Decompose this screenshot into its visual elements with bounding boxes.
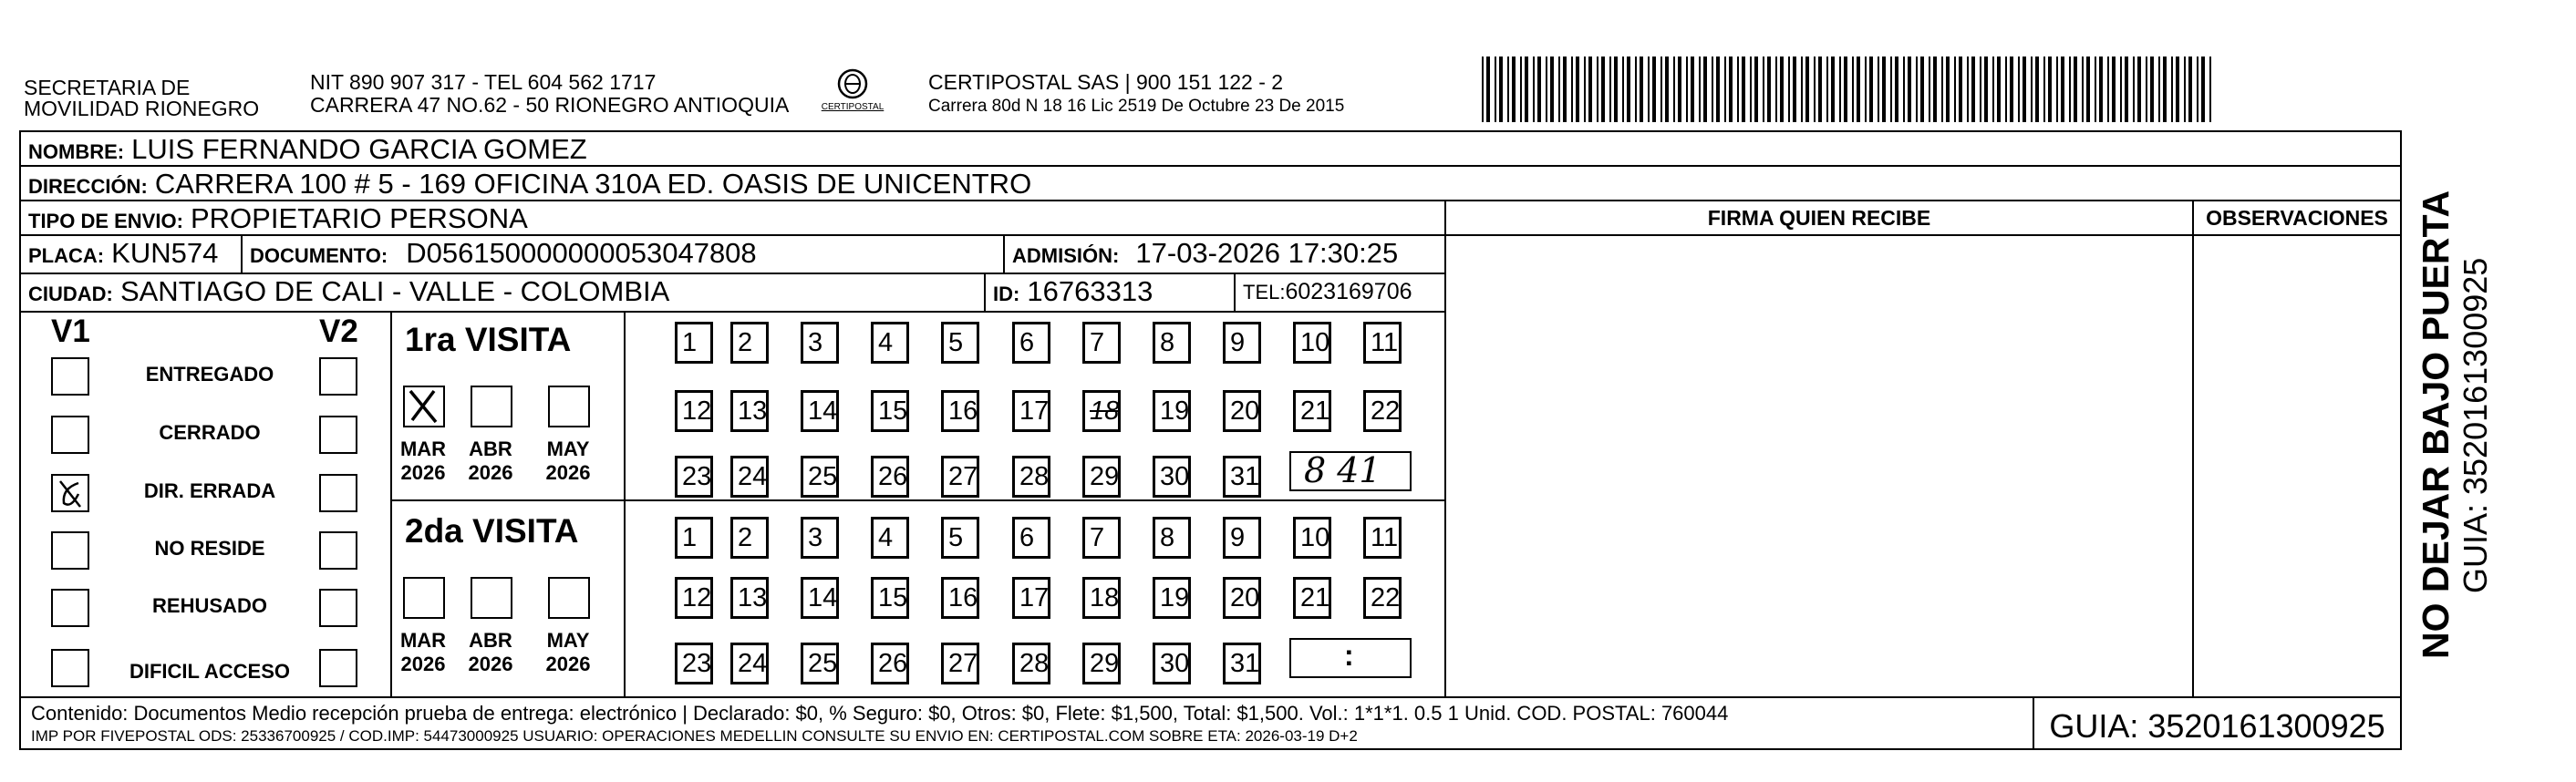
barcode-bar bbox=[2074, 57, 2077, 122]
barcode-bar bbox=[1844, 57, 1847, 122]
first-visit-day-27[interactable]: 27 bbox=[941, 456, 979, 498]
tipo-row bbox=[19, 200, 1446, 236]
barcode-bar bbox=[1699, 57, 1701, 122]
barcode-bar bbox=[1908, 57, 1911, 122]
barcode-bar bbox=[2176, 57, 2179, 122]
handwritten-mark-icon bbox=[53, 476, 88, 510]
first-visit-day-24[interactable]: 24 bbox=[730, 456, 769, 498]
barcode-bar bbox=[1780, 57, 1784, 122]
barcode-bar bbox=[1857, 57, 1860, 122]
barcode-bar bbox=[1691, 57, 1694, 122]
x-mark-icon bbox=[405, 387, 443, 426]
admision-label: ADMISIÓN: bbox=[1012, 244, 1120, 267]
barcode-bar bbox=[1640, 57, 1643, 122]
nit-line1: NIT 890 907 317 - TEL 604 562 1717 bbox=[310, 70, 657, 94]
second-visit-day-27[interactable]: 27 bbox=[941, 643, 979, 684]
first-visit-checkbox-abr[interactable] bbox=[471, 386, 512, 427]
visits-vdivider bbox=[624, 311, 626, 698]
second-visit-day-26[interactable]: 26 bbox=[871, 643, 909, 684]
second-visit-day-29[interactable]: 29 bbox=[1082, 643, 1121, 684]
first-visit-day-13[interactable]: 13 bbox=[730, 390, 769, 432]
first-visit-day-9[interactable]: 9 bbox=[1223, 322, 1261, 364]
first-visit-year-may: 2026 bbox=[545, 461, 591, 484]
barcode-bar bbox=[1712, 57, 1713, 122]
visits-divider bbox=[390, 499, 1446, 501]
certipostal-logo bbox=[812, 66, 894, 117]
barcode-bar bbox=[2158, 57, 2160, 122]
second-visit-day-12[interactable]: 12 bbox=[675, 577, 713, 619]
barcode-bar bbox=[1525, 57, 1528, 122]
barcode-bar bbox=[1678, 57, 1681, 122]
nombre-label: NOMBRE: bbox=[28, 140, 125, 163]
barcode-bar bbox=[2112, 57, 2116, 122]
barcode-bar bbox=[1831, 57, 1835, 122]
logo-text: CERTIPOSTAL bbox=[821, 102, 885, 112]
barcode-bar bbox=[2069, 57, 2071, 122]
barcode-bar bbox=[1980, 57, 1981, 122]
first-visit-day-4[interactable]: 4 bbox=[871, 322, 909, 364]
v1-checkbox-dir-errada[interactable] bbox=[51, 474, 89, 512]
id-value: 16763313 bbox=[1027, 275, 1154, 307]
firma-box bbox=[1444, 200, 2194, 698]
first-visit-day-5[interactable]: 5 bbox=[941, 322, 979, 364]
tel-label: TEL: bbox=[1243, 281, 1286, 304]
barcode-bar bbox=[2048, 57, 2052, 122]
barcode-bar bbox=[1550, 57, 1554, 122]
v1-checkbox-entregado[interactable] bbox=[51, 357, 89, 396]
status-label-dir-errada: DIR. ERRADA bbox=[143, 479, 276, 502]
first-visit-month-mar: MAR bbox=[399, 437, 447, 460]
barcode-bar bbox=[2197, 57, 2198, 122]
barcode-bar bbox=[1537, 57, 1541, 122]
second-visit-day-10[interactable]: 10 bbox=[1293, 517, 1331, 559]
tipo-value: PROPIETARIO PERSONA bbox=[190, 202, 528, 234]
second-visit-label: 2da VISITA bbox=[405, 512, 579, 550]
barcode-bar bbox=[1635, 57, 1637, 122]
first-visit-time: 8 41 bbox=[1304, 450, 1381, 490]
second-visit-year-may: 2026 bbox=[545, 653, 591, 675]
v2-checkbox-cerrado[interactable] bbox=[319, 416, 357, 454]
second-visit-time: : bbox=[1344, 639, 1354, 672]
first-visit-day-26[interactable]: 26 bbox=[871, 456, 909, 498]
first-visit-day-17[interactable]: 17 bbox=[1012, 390, 1050, 432]
first-visit-day-8[interactable]: 8 bbox=[1153, 322, 1191, 364]
first-visit-day-3[interactable]: 3 bbox=[801, 322, 839, 364]
barcode-bar bbox=[2146, 57, 2147, 122]
org-line2: MOVILIDAD RIONEGRO bbox=[24, 97, 260, 120]
barcode-bar bbox=[1601, 57, 1605, 122]
barcode-bar bbox=[2082, 57, 2084, 122]
second-visit-day-17[interactable]: 17 bbox=[1012, 577, 1050, 619]
second-visit-day-18[interactable]: 18 bbox=[1082, 577, 1121, 619]
barcode-bar bbox=[1788, 57, 1790, 122]
first-visit-year-mar: 2026 bbox=[400, 461, 446, 484]
v2-checkbox-entregado[interactable] bbox=[319, 357, 357, 396]
direccion-label: DIRECCIÓN: bbox=[28, 175, 148, 198]
ciudad-value: SANTIAGO DE CALI - VALLE - COLOMBIA bbox=[119, 275, 670, 307]
second-visit-month-abr: ABR bbox=[469, 629, 512, 652]
second-visit-checkbox-may[interactable] bbox=[548, 577, 590, 619]
v2-checkbox-rehusado[interactable] bbox=[319, 589, 357, 627]
barcode-bar bbox=[1499, 57, 1503, 122]
first-visit-day-20[interactable]: 20 bbox=[1223, 390, 1261, 432]
first-visit-day-23[interactable]: 23 bbox=[675, 456, 713, 498]
barcode-bar bbox=[1767, 57, 1771, 122]
courier-line1: CERTIPOSTAL SAS | 900 151 122 - 2 bbox=[928, 70, 1284, 94]
second-visit-day-22[interactable]: 22 bbox=[1363, 577, 1402, 619]
footer-line1: Contenido: Documentos Medio recepción prueba de entrega: electrónico | Declarado: $0, % Seguro: $0, Otros: $0, Flete: $1,500, Total: $1,500. Vol.: 1*1*1. 0.5 1 Unid. COD. POSTAL: 760044 bbox=[31, 702, 1729, 725]
barcode-bar bbox=[2010, 57, 2013, 122]
barcode-bar bbox=[1997, 57, 2001, 122]
second-visit-day-13[interactable]: 13 bbox=[730, 577, 769, 619]
firma-label: FIRMA QUIEN RECIBE bbox=[1707, 206, 1931, 230]
first-visit-day-12[interactable]: 12 bbox=[675, 390, 713, 432]
first-visit-day-11[interactable]: 11 bbox=[1363, 322, 1402, 364]
barcode-bar bbox=[1716, 57, 1720, 122]
second-visit-day-25[interactable]: 25 bbox=[801, 643, 839, 684]
first-visit-day-18[interactable]: 18 bbox=[1082, 390, 1121, 432]
footer-line2: IMP POR FIVEPOSTAL ODS: 25336700925 / COD.IMP: 54473000925 USUARIO: OPERACIONES MEDELLIN CONSULTE SU ENVIO EN: CERTIPOSTAL.COM SOBRE ETA: 2026-03-19 D+2 bbox=[31, 727, 1358, 745]
documento-value: D056150000000053047808 bbox=[406, 237, 757, 269]
observaciones-box bbox=[2192, 200, 2402, 698]
second-visit-day-24[interactable]: 24 bbox=[730, 643, 769, 684]
second-visit-day-11[interactable]: 11 bbox=[1363, 517, 1402, 559]
barcode-bar bbox=[1520, 57, 1522, 122]
first-visit-month-abr: ABR bbox=[469, 437, 512, 460]
second-visit-day-15[interactable]: 15 bbox=[871, 577, 909, 619]
first-visit-checkbox-mar[interactable] bbox=[403, 386, 445, 427]
barcode-bar bbox=[1533, 57, 1535, 122]
side-warning: NO DEJAR BAJO PUERTA bbox=[2415, 190, 2457, 659]
barcode-bar bbox=[1486, 57, 1490, 122]
second-visit-day-1[interactable]: 1 bbox=[675, 517, 713, 559]
barcode-bar bbox=[1852, 57, 1854, 122]
first-visit-day-15[interactable]: 15 bbox=[871, 390, 909, 432]
status-label-no-reside: NO RESIDE bbox=[154, 537, 265, 560]
second-visit-day-21[interactable]: 21 bbox=[1293, 577, 1331, 619]
barcode-bar bbox=[2137, 57, 2141, 122]
nombre-row bbox=[19, 130, 2402, 167]
direccion-row bbox=[19, 165, 2402, 201]
barcode-bar bbox=[2095, 57, 2096, 122]
status-label-cerrado: CERRADO bbox=[159, 421, 261, 444]
barcode-bar bbox=[1967, 57, 1969, 122]
nombre-value: LUIS FERNANDO GARCIA GOMEZ bbox=[131, 133, 587, 165]
courier-line2: Carrera 80d N 18 16 Lic 2519 De Octubre 23 De 2015 bbox=[928, 97, 1345, 116]
v2-checkbox-dir-errada[interactable] bbox=[319, 474, 357, 512]
second-visit-month-mar: MAR bbox=[399, 629, 447, 652]
barcode-bar bbox=[1482, 57, 1484, 122]
barcode-bar bbox=[1703, 57, 1707, 122]
status-label-dificil-acceso: DIFICIL ACCESO bbox=[129, 660, 290, 683]
second-visit-day-8[interactable]: 8 bbox=[1153, 517, 1191, 559]
org-line1: SECRETARIA DE bbox=[24, 76, 191, 99]
barcode-bar bbox=[1750, 57, 1752, 122]
barcode-bar bbox=[1903, 57, 1905, 122]
second-visit-day-16[interactable]: 16 bbox=[941, 577, 979, 619]
barcode-bar bbox=[1558, 57, 1560, 122]
header-divider bbox=[1444, 234, 2402, 236]
second-visit-day-31[interactable]: 31 bbox=[1223, 643, 1261, 684]
status-label-entregado: ENTREGADO bbox=[145, 363, 274, 386]
barcode-bar bbox=[1597, 57, 1598, 122]
barcode-bar bbox=[1805, 57, 1809, 122]
v2-checkbox-no-reside[interactable] bbox=[319, 531, 357, 570]
barcode-bar bbox=[1839, 57, 1841, 122]
observaciones-label: OBSERVACIONES bbox=[2206, 206, 2388, 230]
barcode-bar bbox=[1946, 57, 1950, 122]
barcode-bar bbox=[1673, 57, 1675, 122]
barcode-bar bbox=[2133, 57, 2135, 122]
barcode-bar bbox=[1801, 57, 1803, 122]
admision-cell bbox=[1003, 234, 1446, 274]
second-visit-day-28[interactable]: 28 bbox=[1012, 643, 1050, 684]
nit-line2: CARRERA 47 NO.62 - 50 RIONEGRO ANTIOQUIA bbox=[310, 93, 790, 117]
barcode-bar bbox=[1652, 57, 1656, 122]
first-visit-day-22[interactable]: 22 bbox=[1363, 390, 1402, 432]
second-visit-month-may: MAY bbox=[546, 629, 590, 652]
barcode bbox=[1482, 57, 2216, 122]
barcode-bar bbox=[1916, 57, 1918, 122]
barcode-bar bbox=[2056, 57, 2058, 122]
barcode-bar bbox=[1775, 57, 1777, 122]
first-visit-day-1[interactable]: 1 bbox=[675, 322, 713, 364]
documento-label: DOCUMENTO: bbox=[250, 244, 388, 267]
barcode-bar bbox=[1614, 57, 1618, 122]
barcode-bar bbox=[2023, 57, 2026, 122]
first-visit-day-30[interactable]: 30 bbox=[1153, 456, 1191, 498]
first-visit-day-31[interactable]: 31 bbox=[1223, 456, 1261, 498]
first-visit-day-16[interactable]: 16 bbox=[941, 390, 979, 432]
v1-checkbox-dificil-acceso[interactable] bbox=[51, 649, 89, 687]
barcode-bar bbox=[2005, 57, 2007, 122]
barcode-bar bbox=[1878, 57, 1879, 122]
v2-header: V2 bbox=[319, 314, 358, 349]
barcode-bar bbox=[2171, 57, 2173, 122]
second-visit-day-6[interactable]: 6 bbox=[1012, 517, 1050, 559]
barcode-bar bbox=[1826, 57, 1828, 122]
barcode-bar bbox=[1971, 57, 1975, 122]
barcode-bar bbox=[1622, 57, 1624, 122]
barcode-bar bbox=[1563, 57, 1567, 122]
v2-checkbox-dificil-acceso[interactable] bbox=[319, 649, 357, 687]
second-visit-day-14[interactable]: 14 bbox=[801, 577, 839, 619]
barcode-bar bbox=[2086, 57, 2090, 122]
barcode-bar bbox=[2163, 57, 2167, 122]
barcode-bar bbox=[1507, 57, 1509, 122]
second-visit-day-7[interactable]: 7 bbox=[1082, 517, 1121, 559]
second-visit-day-3[interactable]: 3 bbox=[801, 517, 839, 559]
barcode-bar bbox=[1609, 57, 1611, 122]
barcode-bar bbox=[1660, 57, 1662, 122]
ciudad-cell bbox=[19, 273, 986, 313]
first-visit-day-2[interactable]: 2 bbox=[730, 322, 769, 364]
barcode-bar bbox=[1818, 57, 1822, 122]
barcode-bar bbox=[1929, 57, 1930, 122]
placa-label: PLACA: bbox=[28, 244, 105, 267]
tipo-label: TIPO DE ENVIO: bbox=[28, 210, 183, 232]
first-visit-checkbox-may[interactable] bbox=[548, 386, 590, 427]
barcode-bar bbox=[1882, 57, 1886, 122]
second-visit-day-20[interactable]: 20 bbox=[1223, 577, 1261, 619]
first-visit-month-may: MAY bbox=[546, 437, 590, 460]
first-visit-day-10[interactable]: 10 bbox=[1293, 322, 1331, 364]
first-visit-day-29[interactable]: 29 bbox=[1082, 456, 1121, 498]
second-visit-year-abr: 2026 bbox=[468, 653, 513, 675]
second-visit-day-30[interactable]: 30 bbox=[1153, 643, 1191, 684]
barcode-bar bbox=[2031, 57, 2033, 122]
placa-value: KUN574 bbox=[111, 237, 219, 269]
first-visit-day-21[interactable]: 21 bbox=[1293, 390, 1331, 432]
barcode-bar bbox=[1729, 57, 1733, 122]
barcode-bar bbox=[1793, 57, 1796, 122]
barcode-bar bbox=[2209, 57, 2211, 122]
barcode-bar bbox=[1763, 57, 1764, 122]
barcode-bar bbox=[2099, 57, 2103, 122]
second-visit-day-9[interactable]: 9 bbox=[1223, 517, 1261, 559]
second-visit-day-2[interactable]: 2 bbox=[730, 517, 769, 559]
v1-header: V1 bbox=[51, 314, 90, 349]
second-visit-day-4[interactable]: 4 bbox=[871, 517, 909, 559]
barcode-bar bbox=[1588, 57, 1592, 122]
direccion-value: CARRERA 100 # 5 - 169 OFICINA 310A ED. OASIS DE UNICENTRO bbox=[154, 168, 1032, 200]
second-visit-checkbox-abr[interactable] bbox=[471, 577, 512, 619]
barcode-bar bbox=[1992, 57, 1994, 122]
first-visit-day-25[interactable]: 25 bbox=[801, 456, 839, 498]
barcode-bar bbox=[2184, 57, 2186, 122]
first-visit-label: 1ra VISITA bbox=[405, 321, 572, 358]
barcode-bar bbox=[1742, 57, 1745, 122]
barcode-bar bbox=[1495, 57, 1496, 122]
barcode-bar bbox=[2201, 57, 2205, 122]
first-visit-year-abr: 2026 bbox=[468, 461, 513, 484]
barcode-bar bbox=[2120, 57, 2122, 122]
barcode-bar bbox=[1959, 57, 1962, 122]
second-visit-day-23[interactable]: 23 bbox=[675, 643, 713, 684]
barcode-bar bbox=[1724, 57, 1726, 122]
side-guia: GUIA: 3520161300925 bbox=[2457, 257, 2494, 593]
first-visit-day-7[interactable]: 7 bbox=[1082, 322, 1121, 364]
id-cell bbox=[984, 273, 1236, 313]
barcode-bar bbox=[1984, 57, 1988, 122]
barcode-bar bbox=[1546, 57, 1547, 122]
barcode-bar bbox=[1754, 57, 1758, 122]
barcode-bar bbox=[1648, 57, 1650, 122]
tel-cell bbox=[1234, 273, 1446, 313]
barcode-bar bbox=[1954, 57, 1956, 122]
barcode-bar bbox=[2188, 57, 2192, 122]
barcode-bar bbox=[2018, 57, 2020, 122]
status-label-rehusado: REHUSADO bbox=[152, 594, 267, 617]
barcode-bar bbox=[2107, 57, 2109, 122]
barcode-bar bbox=[1941, 57, 1943, 122]
barcode-bar bbox=[1865, 57, 1867, 122]
second-visit-day-19[interactable]: 19 bbox=[1153, 577, 1191, 619]
id-label: ID: bbox=[993, 283, 1020, 305]
barcode-bar bbox=[1576, 57, 1579, 122]
v1-checkbox-rehusado[interactable] bbox=[51, 589, 89, 627]
barcode-bar bbox=[1895, 57, 1898, 122]
ciudad-label: CIUDAD: bbox=[28, 283, 113, 305]
barcode-bar bbox=[1627, 57, 1630, 122]
first-visit-day-19[interactable]: 19 bbox=[1153, 390, 1191, 432]
first-visit-day-28[interactable]: 28 bbox=[1012, 456, 1050, 498]
second-visit-year-mar: 2026 bbox=[400, 653, 446, 675]
second-visit-day-5[interactable]: 5 bbox=[941, 517, 979, 559]
barcode-bar bbox=[2150, 57, 2154, 122]
barcode-bar bbox=[1920, 57, 1924, 122]
first-visit-day-14[interactable]: 14 bbox=[801, 390, 839, 432]
barcode-bar bbox=[2125, 57, 2128, 122]
footer-guia: GUIA: 3520161300925 bbox=[2049, 707, 2385, 745]
barcode-bar bbox=[1665, 57, 1669, 122]
barcode-bar bbox=[1571, 57, 1573, 122]
first-visit-day-6[interactable]: 6 bbox=[1012, 322, 1050, 364]
barcode-bar bbox=[1869, 57, 1873, 122]
placa-cell bbox=[19, 234, 243, 274]
documento-cell bbox=[241, 234, 1005, 274]
barcode-bar bbox=[2035, 57, 2039, 122]
admision-value: 17-03-2026 17:30:25 bbox=[1135, 237, 1399, 269]
barcode-bar bbox=[1737, 57, 1739, 122]
barcode-bar bbox=[2043, 57, 2045, 122]
v1-checkbox-no-reside[interactable] bbox=[51, 531, 89, 570]
second-visit-checkbox-mar[interactable] bbox=[403, 577, 445, 619]
barcode-bar bbox=[2061, 57, 2064, 122]
barcode-bar bbox=[1933, 57, 1937, 122]
barcode-bar bbox=[1890, 57, 1892, 122]
barcode-bar bbox=[1686, 57, 1688, 122]
barcode-bar bbox=[1584, 57, 1586, 122]
barcode-bar bbox=[1512, 57, 1516, 122]
v1-checkbox-cerrado[interactable] bbox=[51, 416, 89, 454]
barcode-bar bbox=[1814, 57, 1816, 122]
tel-value: 6023169706 bbox=[1285, 279, 1412, 304]
